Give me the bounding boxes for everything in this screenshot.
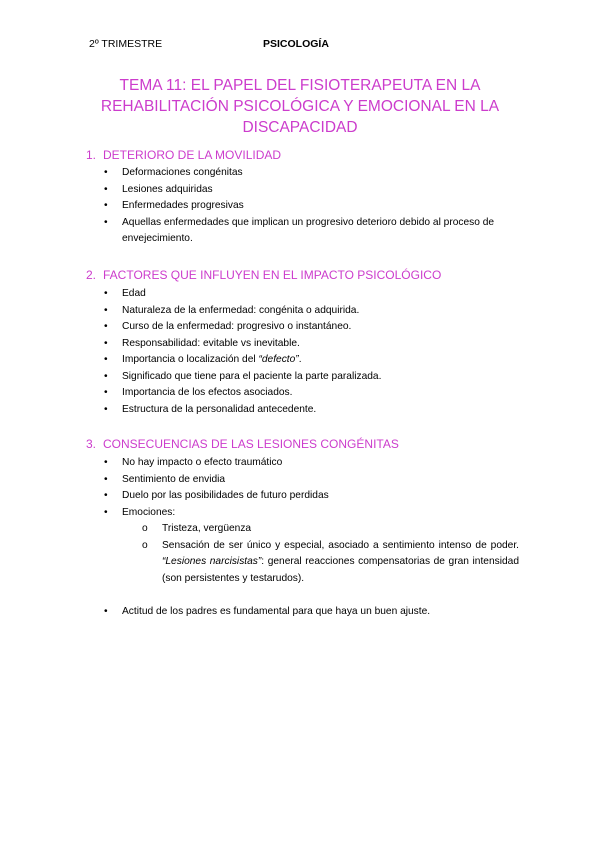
- bullet-icon: •: [104, 387, 108, 398]
- list-item: [104, 385, 519, 402]
- list-item: [104, 352, 519, 369]
- list-item: [104, 286, 519, 303]
- section-2-list: [104, 286, 519, 418]
- list-item-text: Significado que tiene para el paciente la parte paralizada.: [122, 370, 382, 382]
- section-title: CONSECUENCIAS DE LAS LESIONES CONGÉNITAS: [103, 437, 399, 451]
- sub-list-item-text-end: : general reacciones compensatorias de gran intensidad (son persistentes y testarudos).: [162, 556, 519, 584]
- bullet-icon: •: [104, 473, 108, 485]
- bullet-icon: •: [104, 370, 108, 382]
- list-item-text: Actitud de los padres es fundamental para que haya un buen ajuste.: [122, 606, 431, 617]
- list-item-text: Emociones:: [122, 506, 176, 518]
- section-number: 1.: [86, 148, 97, 162]
- list-item: [104, 165, 519, 182]
- header-subject: PSICOLOGÍA: [263, 38, 329, 50]
- section-number: 2.: [86, 268, 97, 282]
- title-line-1: TEMA 11: EL PAPEL DEL FISIOTERAPEUTA EN LA: [119, 77, 481, 94]
- list-item-text: Naturaleza de la enfermedad: congénita o adquirida.: [122, 304, 360, 316]
- section-title: FACTORES QUE INFLUYEN EN EL IMPACTO PSICOLÓGICO: [103, 268, 442, 282]
- emotions-sublist: [122, 521, 519, 587]
- list-item: [104, 319, 519, 336]
- italic-term: “defecto”: [258, 354, 299, 365]
- page-header: [89, 38, 529, 54]
- bullet-icon: •: [104, 457, 108, 468]
- bullet-icon: •: [104, 506, 108, 518]
- sub-list-item: [142, 521, 519, 538]
- bullet-icon: •: [104, 288, 108, 299]
- sub-list-item-text: Sensación de ser único y especial, asociado a sentimiento intenso de poder.: [162, 539, 519, 551]
- bullet-icon: •: [104, 167, 108, 178]
- bullet-icon: •: [104, 321, 108, 332]
- sub-list-item-text: Tristeza, vergüenza: [162, 523, 252, 534]
- list-item-text: Lesiones adquiridas: [122, 183, 213, 195]
- section-3-list: [104, 455, 519, 587]
- sub-list-item: [142, 538, 519, 588]
- list-item-text: Importancia de los efectos asociados.: [122, 387, 293, 398]
- header-term: 2º TRIMESTRE: [89, 38, 163, 50]
- list-item: [104, 369, 519, 386]
- list-item: [104, 198, 519, 215]
- list-item-text: Estructura de la personalidad antecedente.: [122, 403, 317, 415]
- list-item-text: Enfermedades progresivas: [122, 200, 244, 211]
- section-heading-3: [86, 437, 399, 451]
- list-item: [104, 455, 519, 472]
- bullet-icon: •: [104, 490, 108, 501]
- list-item-text: Importancia o localización del: [122, 354, 259, 365]
- list-item: [104, 182, 519, 199]
- list-item-text: Duelo por las posibilidades de futuro perdidas: [122, 490, 329, 501]
- bullet-icon: •: [104, 337, 108, 349]
- bullet-icon: •: [104, 354, 108, 365]
- section-1-list: [104, 165, 519, 248]
- section-title: DETERIORO DE LA MOVILIDAD: [103, 148, 282, 162]
- list-item-text-end: .: [298, 354, 302, 365]
- bullet-icon: •: [104, 606, 108, 617]
- italic-term: “Lesiones narcisistas”: [162, 556, 262, 567]
- list-item-text: Curso de la enfermedad: progresivo o instantáneo.: [122, 321, 352, 332]
- section-3-final-list: [104, 604, 519, 621]
- list-item-text: Responsabilidad: evitable vs inevitable.: [122, 337, 300, 349]
- circle-bullet-icon: o: [142, 539, 148, 551]
- list-item-text: Sentimiento de envidia: [122, 473, 226, 485]
- section-number: 3.: [86, 437, 97, 451]
- bullet-icon: •: [104, 304, 108, 316]
- title-line-3: DISCAPACIDAD: [242, 119, 358, 136]
- section-heading-1: [86, 148, 281, 162]
- list-item: [104, 402, 519, 419]
- section-heading-2: [86, 268, 441, 282]
- list-item: [104, 505, 519, 588]
- list-item-text: Aquellas enfermedades que implican un progresivo deterioro debido al proceso de envejecimiento.: [122, 216, 495, 244]
- bullet-icon: •: [104, 183, 108, 195]
- list-item: [104, 472, 519, 489]
- list-item-text: Edad: [122, 288, 146, 299]
- title-line-2: REHABILITACIÓN PSICOLÓGICA Y EMOCIONAL EN LA: [100, 98, 500, 115]
- circle-bullet-icon: o: [142, 523, 148, 534]
- list-item-text: Deformaciones congénitas: [122, 167, 243, 178]
- bullet-icon: •: [104, 200, 108, 211]
- list-item: [104, 488, 519, 505]
- document-title: [80, 75, 520, 138]
- list-item-text: No hay impacto o efecto traumático: [122, 457, 283, 468]
- list-item: [104, 303, 519, 320]
- list-item: [104, 336, 519, 353]
- list-item: [104, 604, 519, 621]
- bullet-icon: •: [104, 403, 108, 415]
- list-item: [104, 215, 519, 248]
- bullet-icon: •: [104, 216, 108, 228]
